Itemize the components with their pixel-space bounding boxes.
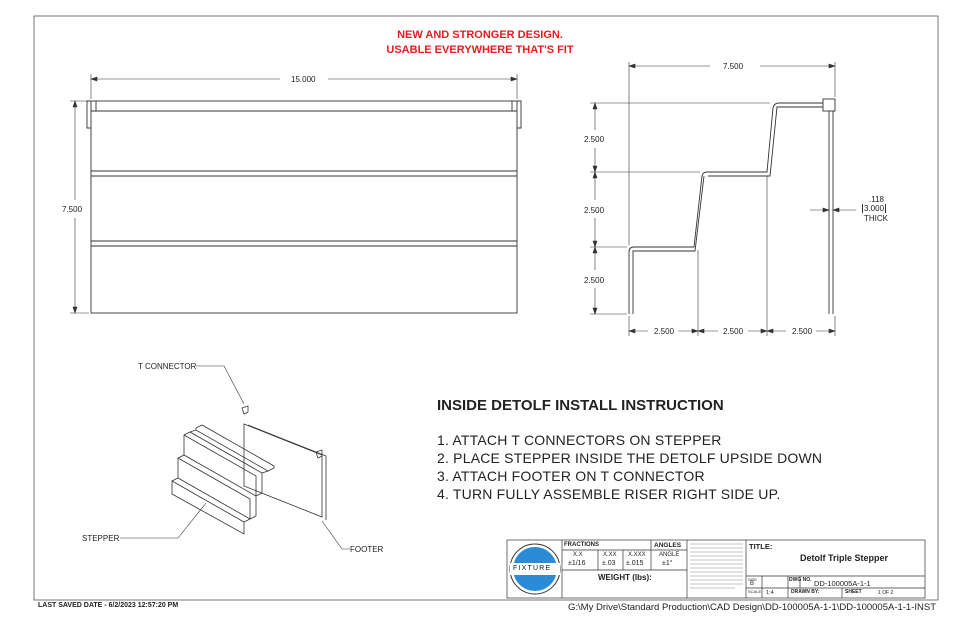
header-line-2: USABLE EVERYWHERE THAT'S FIT [386,44,574,56]
side-rise-label-1: 2.500 [584,135,605,144]
fraction-col1-val: ±1/16 [568,560,586,567]
fraction-col1-head: X.X [573,552,583,558]
drawn-by-label: DRAWN BY: [791,589,820,595]
instruction-step-2: 2. PLACE STEPPER INSIDE THE DETOLF UPSIDE DOWN [437,450,823,466]
title-value: Detolf Triple Stepper [800,553,889,563]
fraction-col2-head: X.XX [603,552,617,558]
scale-value: 1:4 [766,590,774,596]
fraction-col2-val: ±.03 [602,560,616,567]
front-view [87,101,521,313]
dwg-value: DD-100005A-1-1 [814,579,871,588]
front-height-label: 7.500 [62,205,83,214]
side-rise-label-2: 2.500 [584,206,605,215]
sheet-value: 1 OF 2 [878,590,894,596]
instruction-step-4: 4. TURN FULLY ASSEMBLE RISER RIGHT SIDE UP. [437,486,781,502]
front-width-label: 15.000 [291,75,316,84]
last-saved-date: LAST SAVED DATE - 6/2/2023 12:57:20 PM [38,602,179,609]
dwg-label: DWG NO. [789,577,812,583]
angles-label: ANGLES [654,542,682,549]
side-width-label: 7.500 [723,62,744,71]
weight-label: WEIGHT (lbs): [598,573,652,582]
footer-label: FOOTER [350,545,384,554]
file-path: G:\My Drive\Standard Production\CAD Design\DD-100005A-1-1\DD-100005A-1-1-INST [568,602,937,613]
t-connector-label: T CONNECTOR [138,362,197,371]
title-block-lines [507,540,925,598]
stepper-label: STEPPER [82,534,120,543]
instruction-step-3: 3. ATTACH FOOTER ON T CONNECTOR [437,468,705,484]
size-value: B [750,581,755,587]
instruction-step-1: 1. ATTACH T CONNECTORS ON STEPPER [437,432,722,448]
side-run-label-1: 2.500 [654,327,675,336]
fraction-col3-head: X.XXX [628,552,646,558]
thickness-value: .118 [869,195,884,204]
title-label: TITLE: [749,542,773,551]
side-run-label-3: 2.500 [792,327,813,336]
header-line-1: NEW AND STRONGER DESIGN. [397,29,563,41]
side-run-label-2: 2.500 [723,327,744,336]
size-label: SIZE [748,577,757,582]
thickness-metric: 3.000 [864,204,885,213]
sheet-label: SHEET [845,589,862,595]
angle-head: ANGLE [659,552,680,558]
scale-label: SCALE [748,589,762,594]
logo-text: FIXTURE [513,565,552,572]
notes-text-block [690,544,743,588]
fraction-col3-val: ±.015 [626,560,644,567]
side-rise-label-3: 2.500 [584,276,605,285]
sheet-border [34,16,938,600]
side-view-profile [629,99,835,314]
iso-assembly [120,366,350,549]
fractions-label: FRACTIONS [564,542,599,548]
angle-val: ±1° [662,560,673,567]
instructions-title: INSIDE DETOLF INSTALL INSTRUCTION [437,397,724,414]
thickness-label: THICK [864,214,888,223]
